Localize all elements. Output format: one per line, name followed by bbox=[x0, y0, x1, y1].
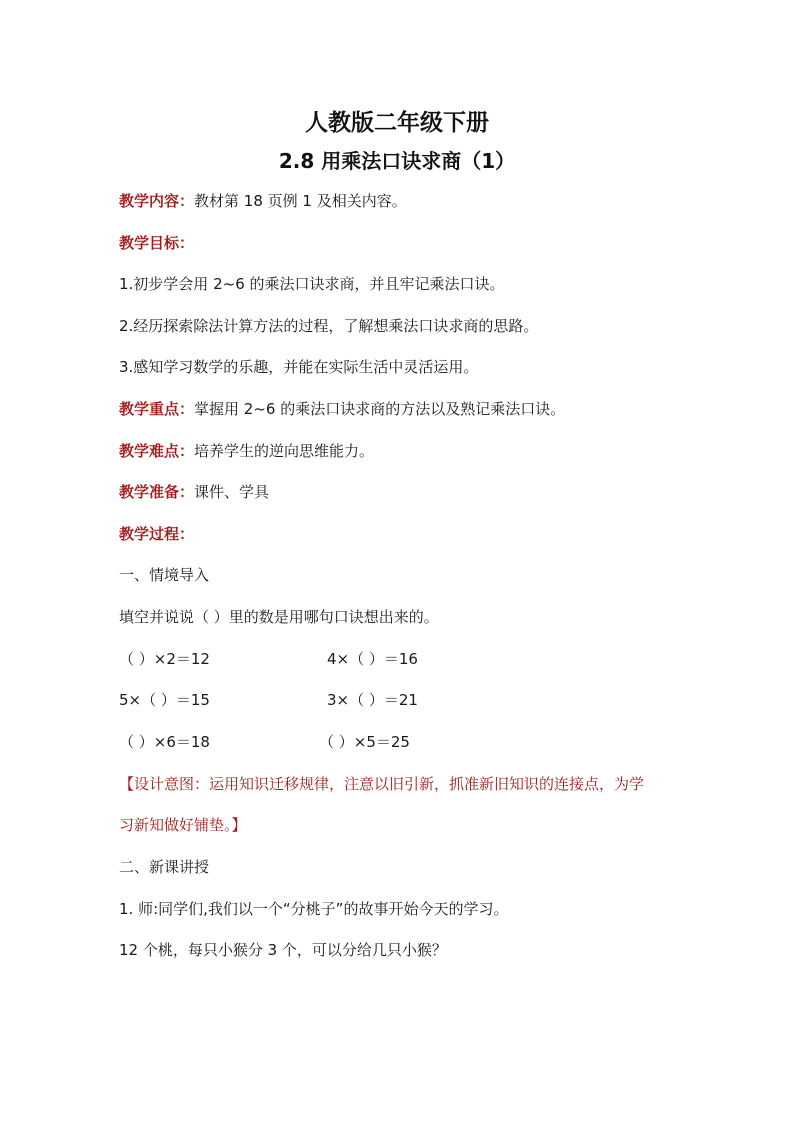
content-label: 教学内容： bbox=[119, 192, 195, 210]
exercise-2a: 5×（ ）＝15 bbox=[119, 691, 210, 709]
goal-item-3: 3.感知学习数学的乐趣，并能在实际生活中灵活运用。 bbox=[119, 358, 479, 376]
prep-text: 课件、学具 bbox=[194, 483, 270, 501]
difficulty-text: 培养学生的逆向思维能力。 bbox=[194, 442, 375, 460]
goal-item-2: 2.经历探索除法计算方法的过程，了解想乘法口诀求商的思路。 bbox=[119, 317, 539, 335]
content-text: 教材第 18 页例 1 及相关内容。 bbox=[194, 192, 407, 210]
process-heading bbox=[119, 523, 194, 545]
section-heading-2: 二、新课讲授 bbox=[119, 858, 210, 876]
key-point-text: 掌握用 2~6 的乘法口诀求商的方法以及熟记乘法口诀。 bbox=[194, 400, 566, 418]
prep-label: 教学准备： bbox=[119, 483, 195, 501]
section-heading-1: 一、情境导入 bbox=[119, 566, 210, 584]
key-point-line bbox=[119, 398, 565, 420]
exercise-instruction: 填空并说说（ ）里的数是用哪句口诀想出来的。 bbox=[119, 608, 439, 626]
key-point-label: 教学重点： bbox=[119, 400, 195, 418]
goals-label: 教学目标： bbox=[119, 234, 195, 252]
paragraph-1: 1. 师:同学们,我们以一个“分桃子”的故事开始今天的学习。 bbox=[119, 900, 509, 918]
exercise-1a: （ ）×2＝12 bbox=[119, 650, 210, 668]
exercise-3a: （ ）×6＝18 bbox=[119, 733, 210, 751]
difficulty-label: 教学难点： bbox=[119, 442, 195, 460]
exercise-1b: 4×（ ）＝16 bbox=[327, 650, 418, 668]
document-title: 人教版二年级下册 bbox=[305, 110, 489, 136]
design-note-line-2: 习新知做好铺垫。】 bbox=[119, 816, 247, 834]
paragraph-2: 12 个桃，每只小猴分 3 个，可以分给几只小猴？ bbox=[119, 941, 447, 959]
content-line bbox=[119, 190, 407, 212]
design-note-line-1: 【设计意图：运用知识迁移规律，注意以旧引新，抓准新旧知识的连接点，为学 bbox=[119, 775, 645, 793]
lesson-title: 2.8 用乘法口诀求商（1） bbox=[278, 149, 516, 173]
process-label: 教学过程： bbox=[119, 525, 195, 543]
exercise-2b: 3×（ ）＝21 bbox=[327, 691, 418, 709]
prep-line bbox=[119, 481, 269, 503]
goals-heading bbox=[119, 232, 194, 254]
difficulty-line bbox=[119, 440, 374, 462]
goal-item-1: 1.初步学会用 2~6 的乘法口诀求商，并且牢记乘法口诀。 bbox=[119, 275, 505, 293]
exercise-3b: （ ）×5＝25 bbox=[319, 733, 410, 751]
